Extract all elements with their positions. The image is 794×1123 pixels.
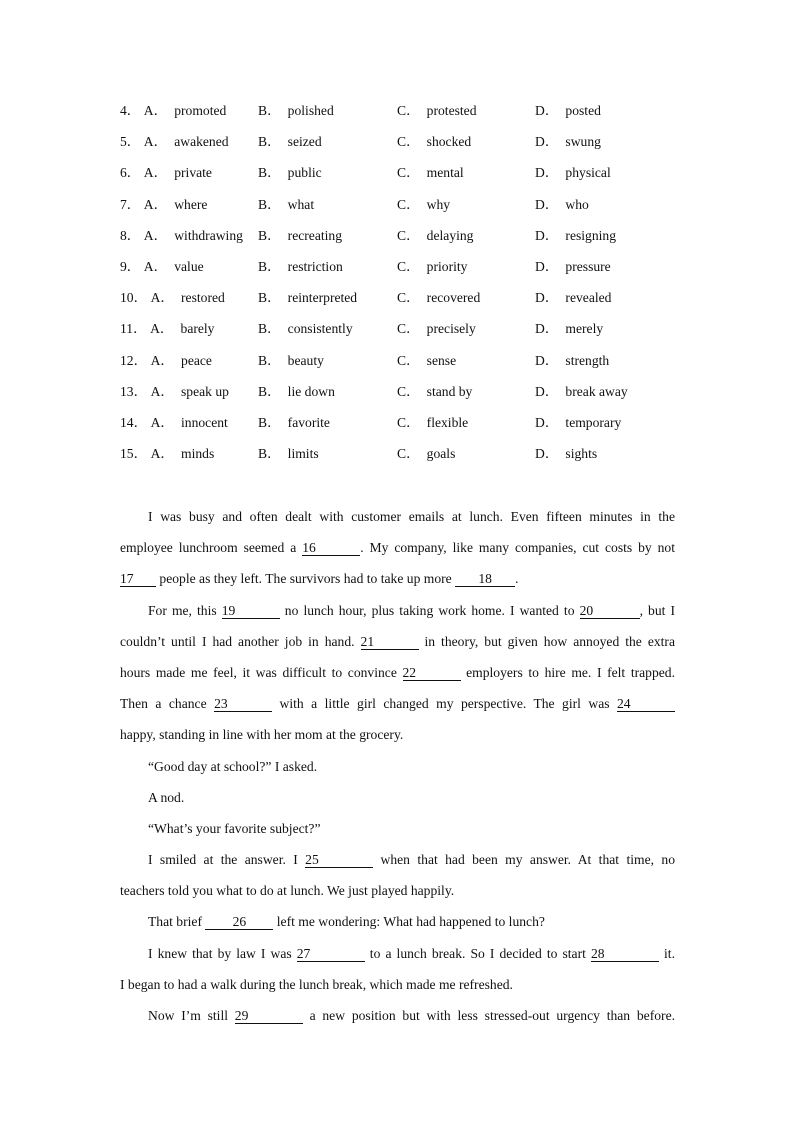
option-letter: C． <box>397 321 420 337</box>
option-text: physical <box>565 165 611 181</box>
passage-text: I began to had a walk during the lunch break, which made me refreshed. <box>120 976 513 992</box>
option-b[interactable] <box>258 319 353 339</box>
option-d[interactable] <box>535 257 611 277</box>
option-letter: B． <box>258 290 281 306</box>
passage-text: I was busy and often dealt with customer emails at lunch. Even fifteen minutes in the <box>148 509 675 524</box>
passage-line <box>120 694 675 725</box>
option-d[interactable] <box>535 226 616 246</box>
option-a[interactable] <box>120 382 229 402</box>
passage-text: happy, standing in line with her mom at the grocery. <box>120 727 404 743</box>
option-text: restored <box>181 290 225 306</box>
cloze-passage <box>120 507 675 1037</box>
option-text: shocked <box>426 134 472 150</box>
blank-17[interactable]: 17 <box>120 571 156 587</box>
option-letter: A． <box>150 352 175 368</box>
option-letter: B． <box>258 414 281 430</box>
option-d[interactable] <box>535 195 589 215</box>
dialogue-text: “What’s your favorite subject?” <box>148 820 321 836</box>
option-letter: C． <box>397 103 420 118</box>
option-letter: C． <box>397 227 420 243</box>
option-text: who <box>565 196 589 212</box>
option-a[interactable] <box>120 101 226 121</box>
option-letter: D． <box>535 383 559 399</box>
passage-text: For me, this <box>148 602 222 618</box>
option-c[interactable] <box>397 132 471 152</box>
passage-text: no lunch hour, plus taking work home. I wanted to <box>279 602 580 618</box>
passage-text: people as they left. The survivors had to take up more <box>156 571 456 587</box>
passage-text: employee lunchroom seemed a <box>120 540 303 556</box>
passage-line <box>120 850 675 881</box>
option-c[interactable] <box>397 351 456 371</box>
option-c[interactable] <box>397 163 464 183</box>
passage-line <box>120 881 675 912</box>
question-number: 5． <box>120 134 141 150</box>
option-text: sights <box>565 446 598 462</box>
option-text: posted <box>565 103 601 118</box>
option-b[interactable] <box>258 288 357 308</box>
blank-27[interactable]: 27 <box>297 946 365 962</box>
answer-options <box>120 101 680 475</box>
passage-line <box>120 944 675 975</box>
option-letter: B． <box>258 258 281 274</box>
option-letter: B． <box>258 383 281 399</box>
passage-line <box>120 725 675 756</box>
option-text: awakened <box>174 134 229 150</box>
option-letter: D． <box>535 258 559 274</box>
blank-24[interactable]: 24 <box>617 696 675 712</box>
option-letter: B． <box>258 196 281 212</box>
option-letter: C． <box>397 290 420 306</box>
option-letter: A． <box>150 383 175 399</box>
option-letter: D． <box>535 103 559 118</box>
option-letter: B． <box>258 165 281 181</box>
option-letter: A． <box>150 290 175 306</box>
option-text: priority <box>426 258 468 274</box>
question-number: 8． <box>120 227 141 243</box>
passage-text: . My company, like many companies, cut costs by not <box>360 540 675 556</box>
passage-line <box>120 601 675 632</box>
option-text: seized <box>287 134 322 150</box>
option-a[interactable] <box>120 351 212 371</box>
option-c[interactable] <box>397 413 468 433</box>
passage-text: . <box>515 571 519 587</box>
dialogue-text: “Good day at school?” I asked. <box>148 758 318 774</box>
blank-20[interactable]: 20 <box>580 603 640 619</box>
blank-26[interactable]: 26 <box>205 914 273 930</box>
option-letter: B． <box>258 227 281 243</box>
option-text: private <box>174 165 212 181</box>
passage-line <box>120 757 675 788</box>
option-text: restriction <box>287 258 343 274</box>
passage-text: I smiled at the answer. I <box>148 852 306 868</box>
option-text: sense <box>426 352 457 368</box>
option-a[interactable] <box>120 288 225 308</box>
option-d[interactable] <box>535 351 609 371</box>
option-c[interactable] <box>397 382 472 402</box>
option-letter: D． <box>535 134 559 150</box>
option-b[interactable] <box>258 444 319 464</box>
option-c[interactable] <box>397 101 477 121</box>
option-d[interactable] <box>535 163 611 183</box>
option-a[interactable] <box>120 163 212 183</box>
question-row <box>120 132 680 163</box>
option-letter: D． <box>535 196 559 212</box>
passage-text: Then a chance <box>120 696 215 712</box>
option-letter: D． <box>535 165 559 181</box>
option-letter: A． <box>143 196 168 212</box>
option-text: flexible <box>426 414 469 430</box>
passage-line <box>120 507 675 538</box>
option-letter: D． <box>535 227 559 243</box>
passage-line <box>120 975 675 1006</box>
option-a[interactable] <box>120 444 214 464</box>
option-letter: C． <box>397 258 420 274</box>
question-number: 4． <box>120 103 141 118</box>
option-text: speak up <box>181 383 229 399</box>
option-a[interactable] <box>120 226 243 246</box>
passage-line <box>120 663 675 694</box>
option-text: consistently <box>287 321 353 337</box>
option-letter: A． <box>150 446 175 462</box>
passage-text: couldn’t until I had another job in hand. <box>120 633 361 649</box>
option-text: promoted <box>174 103 227 118</box>
passage-line <box>120 538 675 569</box>
option-text: pressure <box>565 258 611 274</box>
option-letter: A． <box>143 134 168 150</box>
option-letter: A． <box>150 414 175 430</box>
blank-23[interactable]: 23 <box>214 696 272 712</box>
option-letter: D． <box>535 321 559 337</box>
question-row <box>120 382 680 413</box>
question-number: 7． <box>120 196 141 212</box>
option-c[interactable] <box>397 444 455 464</box>
passage-text: in theory, but given how annoyed the extra <box>418 633 675 649</box>
option-letter: C． <box>397 446 420 462</box>
option-letter: A． <box>143 165 168 181</box>
option-c[interactable] <box>397 195 450 215</box>
option-a[interactable] <box>120 257 204 277</box>
option-text: goals <box>426 446 456 462</box>
passage-line <box>120 569 675 600</box>
option-letter: C． <box>397 165 420 181</box>
option-b[interactable] <box>258 195 314 215</box>
question-row <box>120 351 680 382</box>
option-text: barely <box>180 321 215 337</box>
option-text: delaying <box>426 227 474 243</box>
option-text: swung <box>565 134 601 150</box>
option-a[interactable] <box>120 195 207 215</box>
question-number: 12． <box>120 352 148 368</box>
option-text: recreating <box>287 227 343 243</box>
option-text: revealed <box>565 290 612 306</box>
option-text: precisely <box>426 321 476 337</box>
option-d[interactable] <box>535 101 601 121</box>
option-a[interactable] <box>120 319 214 339</box>
blank-19[interactable]: 19 <box>222 603 280 619</box>
option-text: favorite <box>287 414 330 430</box>
option-letter: B． <box>258 134 281 150</box>
question-number: 15． <box>120 446 148 462</box>
question-row <box>120 413 680 444</box>
option-text: merely <box>565 321 604 337</box>
passage-text: teachers told you what to do at lunch. We just played happily. <box>120 883 455 899</box>
blank-28[interactable]: 28 <box>591 946 659 962</box>
option-letter: C． <box>397 352 420 368</box>
option-text: mental <box>426 165 464 181</box>
option-text: withdrawing <box>174 227 243 243</box>
passage-text: left me wondering: What had happened to lunch? <box>273 914 545 930</box>
option-d[interactable] <box>535 132 601 152</box>
option-letter: C． <box>397 196 420 212</box>
passage-text: hours made me feel, it was difficult to convince <box>120 664 403 680</box>
option-c[interactable] <box>397 288 480 308</box>
option-letter: A． <box>143 227 168 243</box>
blank-16[interactable]: 16 <box>302 540 360 556</box>
passage-line <box>120 819 675 850</box>
passage-line <box>120 912 675 943</box>
option-d[interactable] <box>535 413 621 433</box>
question-row <box>120 101 680 132</box>
option-letter: B． <box>258 321 281 337</box>
option-letter: B． <box>258 103 281 118</box>
question-row <box>120 257 680 288</box>
question-number: 6． <box>120 165 141 181</box>
option-d[interactable] <box>535 319 603 339</box>
option-letter: A． <box>143 103 168 118</box>
blank-18[interactable]: 18 <box>455 571 515 587</box>
option-b[interactable] <box>258 226 342 246</box>
option-text: break away <box>565 383 628 399</box>
option-d[interactable] <box>535 444 597 464</box>
option-c[interactable] <box>397 257 467 277</box>
option-b[interactable] <box>258 132 322 152</box>
question-row <box>120 288 680 319</box>
option-text: resigning <box>565 227 617 243</box>
option-text: reinterpreted <box>287 290 358 306</box>
option-text: protested <box>426 103 477 118</box>
question-number: 10． <box>120 290 148 306</box>
option-letter: C． <box>397 134 420 150</box>
passage-text: to a lunch break. So I decided to start <box>364 945 591 961</box>
option-b[interactable] <box>258 382 335 402</box>
option-letter: D． <box>535 290 559 306</box>
passage-text: I knew that by law I was <box>148 945 297 961</box>
option-text: limits <box>287 446 319 462</box>
option-a[interactable] <box>120 132 229 152</box>
option-c[interactable] <box>397 226 473 246</box>
option-text: stand by <box>426 383 473 399</box>
option-letter: B． <box>258 446 281 462</box>
option-letter: A． <box>143 258 168 274</box>
option-text: beauty <box>287 352 324 368</box>
option-b[interactable] <box>258 163 322 183</box>
option-text: peace <box>181 352 212 368</box>
option-a[interactable] <box>120 413 228 433</box>
option-letter: A． <box>150 321 174 337</box>
question-row <box>120 319 680 350</box>
option-letter: D． <box>535 352 559 368</box>
passage-text: it. <box>658 945 675 961</box>
option-text: what <box>287 196 315 212</box>
passage-text: with a little girl changed my perspective. The girl was <box>272 696 617 712</box>
question-number: 13． <box>120 383 148 399</box>
passage-text: Now I’m still <box>148 1008 235 1023</box>
option-text: innocent <box>181 414 228 430</box>
passage-text: employers to hire me. I felt trapped. <box>460 664 675 680</box>
blank-21[interactable]: 21 <box>361 634 419 650</box>
question-number: 11． <box>120 321 147 337</box>
question-number: 9． <box>120 258 141 274</box>
option-letter: D． <box>535 414 559 430</box>
passage-text: , but I <box>639 602 675 618</box>
option-text: polished <box>287 103 334 118</box>
option-letter: B． <box>258 352 281 368</box>
option-b[interactable] <box>258 351 324 371</box>
option-text: strength <box>565 352 610 368</box>
option-letter: C． <box>397 414 420 430</box>
question-number: 14． <box>120 414 148 430</box>
blank-22[interactable]: 22 <box>403 665 461 681</box>
question-row <box>120 226 680 257</box>
passage-text: a new position but with less stressed-out urgency than before. <box>302 1008 675 1023</box>
option-letter: D． <box>535 446 559 462</box>
option-letter: C． <box>397 383 420 399</box>
option-text: public <box>287 165 322 181</box>
passage-line <box>120 632 675 663</box>
option-text: lie down <box>287 383 335 399</box>
question-row <box>120 195 680 226</box>
question-row <box>120 444 680 475</box>
option-text: recovered <box>426 290 481 306</box>
passage-text: when that had been my answer. At that time, no <box>373 852 675 868</box>
question-row <box>120 163 680 194</box>
option-text: why <box>426 196 451 212</box>
option-text: where <box>174 196 208 212</box>
blank-25[interactable]: 25 <box>305 852 373 868</box>
option-b[interactable] <box>258 413 330 433</box>
passage-text: That brief <box>148 914 206 930</box>
option-text: value <box>174 258 204 274</box>
blank-29[interactable]: 29 <box>235 1008 303 1024</box>
passage-line <box>120 1006 675 1037</box>
option-text: minds <box>181 446 215 462</box>
option-d[interactable] <box>535 288 611 308</box>
passage-text: A nod. <box>148 789 185 805</box>
option-c[interactable] <box>397 319 476 339</box>
passage-line <box>120 788 675 819</box>
option-text: temporary <box>565 414 622 430</box>
option-d[interactable] <box>535 382 628 402</box>
option-b[interactable] <box>258 257 343 277</box>
option-b[interactable] <box>258 101 334 121</box>
